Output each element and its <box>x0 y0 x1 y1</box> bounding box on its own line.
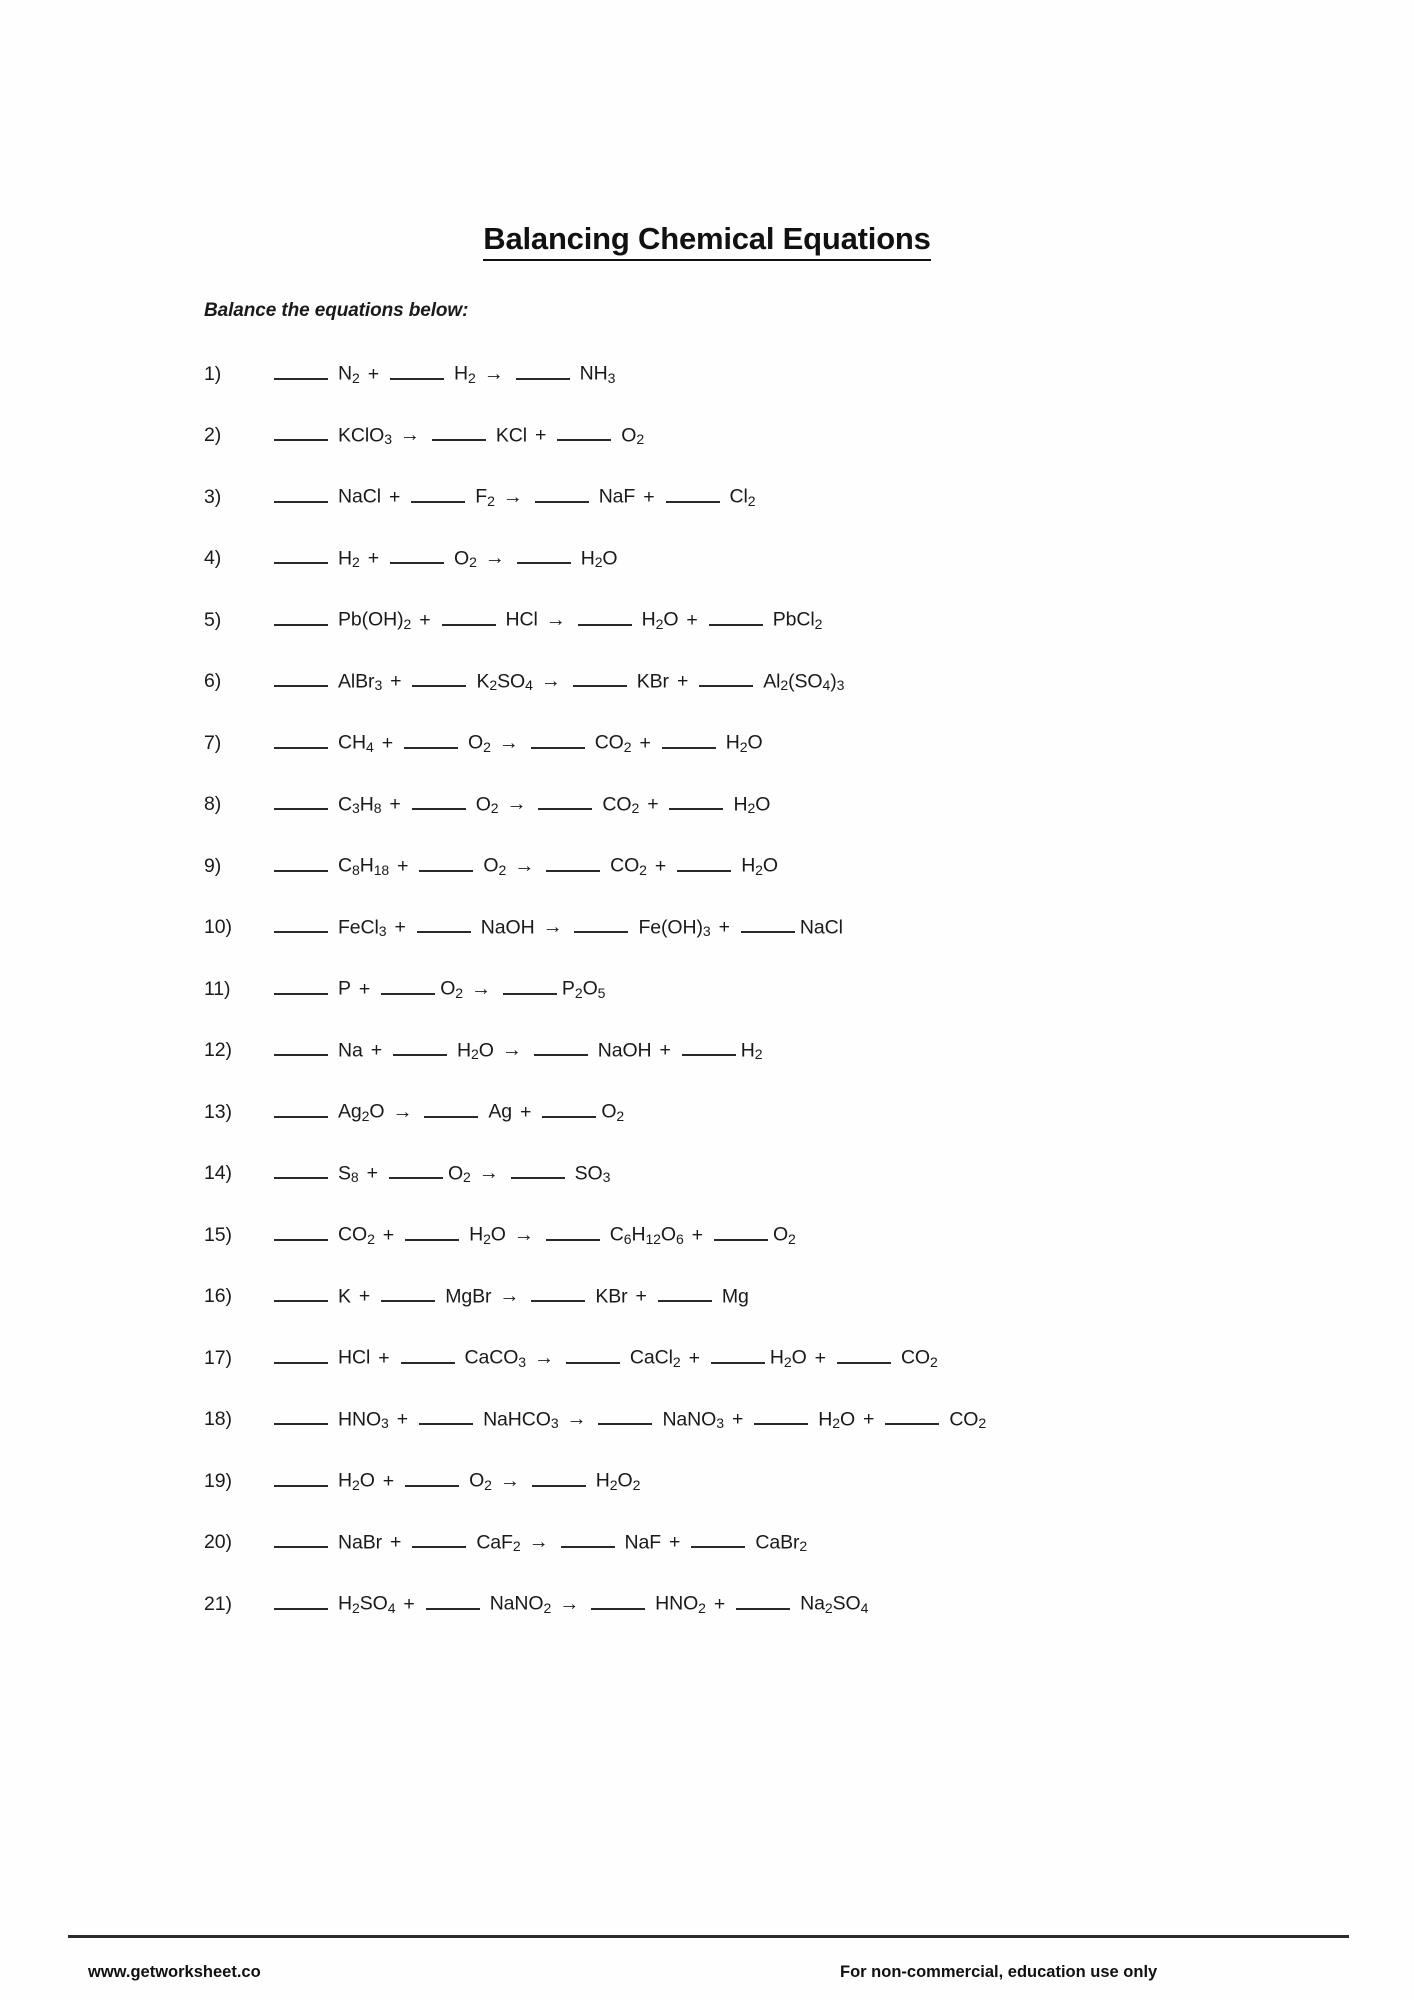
answer-blank[interactable] <box>532 1467 586 1487</box>
equation-number: 1) <box>204 362 222 385</box>
answer-blank[interactable] <box>412 668 466 688</box>
answer-blank[interactable] <box>658 1283 712 1303</box>
equation-expression: AlBr$_3$ + $K_2SO_4$ → KBr + $Al_2(SO_4)_3$ <box>272 668 1324 694</box>
equation-row <box>204 729 1324 791</box>
equation-number: 8) <box>204 793 222 816</box>
answer-blank[interactable] <box>274 1098 328 1118</box>
equation-number: 12) <box>204 1039 232 1062</box>
answer-blank[interactable] <box>837 1344 891 1364</box>
equation-expression: $CO_2 + H_2O \to C_6H_{12}O_6 + O_2$ <box>272 1221 1324 1247</box>
answer-blank[interactable] <box>274 1037 328 1057</box>
answer-blank[interactable] <box>503 975 557 995</box>
answer-blank[interactable] <box>426 1590 480 1610</box>
equation-number: 14) <box>204 1162 232 1185</box>
equation-row <box>204 975 1324 1037</box>
answer-blank[interactable] <box>542 1098 596 1118</box>
equation-row <box>204 914 1324 976</box>
equation-number: 7) <box>204 731 222 754</box>
equation-number: 11) <box>204 977 231 1000</box>
equation-expression: $HNO_3$ + NaHCO$_3$ → NaNO$_3$ + $H_2O + CO_2$ <box>272 1406 1324 1432</box>
answer-blank[interactable] <box>419 1406 473 1426</box>
equation-number: 4) <box>204 547 222 570</box>
answer-blank[interactable] <box>736 1590 790 1610</box>
equation-row <box>204 1037 1324 1099</box>
equation-expression: KClO$_3$ → KCl + $O_2$ <box>272 422 1324 448</box>
answer-blank[interactable] <box>389 1160 443 1180</box>
equation-number: 13) <box>204 1100 232 1123</box>
answer-blank[interactable] <box>538 791 592 811</box>
equation-number: 3) <box>204 485 222 508</box>
answer-blank[interactable] <box>274 975 328 995</box>
answer-blank[interactable] <box>274 360 328 380</box>
equation-row <box>204 1406 1324 1468</box>
equation-expression: $Ag_2O \to Ag + O_2$ <box>272 1098 1324 1124</box>
equation-row <box>204 668 1324 730</box>
answer-blank[interactable] <box>546 1221 600 1241</box>
equation-number: 10) <box>204 916 232 939</box>
answer-blank[interactable] <box>274 545 328 565</box>
equation-expression: HCl + CaCO$_3$ → CaCl$_2$ + $H_2O + CO_2$ <box>272 1344 1324 1370</box>
equation-row <box>204 1160 1324 1222</box>
answer-blank[interactable] <box>274 852 328 872</box>
answer-blank[interactable] <box>591 1590 645 1610</box>
answer-blank[interactable] <box>274 1283 328 1303</box>
answer-blank[interactable] <box>274 1344 328 1364</box>
answer-blank[interactable] <box>598 1406 652 1426</box>
answer-blank[interactable] <box>274 791 328 811</box>
answer-blank[interactable] <box>566 1344 620 1364</box>
equation-expression: $C_3H_8 + O_2 \to CO_2 + H_2O$ <box>272 791 1324 817</box>
equation-expression: $H_2O + O_2 \to H_2O_2$ <box>272 1467 1324 1493</box>
answer-blank[interactable] <box>885 1406 939 1426</box>
equation-number: 21) <box>204 1592 232 1615</box>
answer-blank[interactable] <box>662 729 716 749</box>
answer-blank[interactable] <box>574 914 628 934</box>
answer-blank[interactable] <box>711 1344 765 1364</box>
equation-row <box>204 1221 1324 1283</box>
equation-expression: FeCl$_3$ + NaOH → $Fe(OH)_3$ + NaCl <box>272 914 1324 940</box>
answer-blank[interactable] <box>405 1221 459 1241</box>
equation-expression: $C_8H_{18} + O_2 \to CO_2 + H_2O$ <box>272 852 1324 878</box>
answer-blank[interactable] <box>682 1037 736 1057</box>
equation-expression: $Pb(OH)_2$ + HCl → $H_2O$ + PbCl$_2$ <box>272 606 1324 632</box>
footer-usage-notice: For non-commercial, education use only <box>840 1963 1158 1981</box>
answer-blank[interactable] <box>274 1160 328 1180</box>
answer-blank[interactable] <box>274 914 328 934</box>
answer-blank[interactable] <box>511 1160 565 1180</box>
answer-blank[interactable] <box>390 545 444 565</box>
answer-blank[interactable] <box>666 483 720 503</box>
equation-number: 9) <box>204 854 222 877</box>
answer-blank[interactable] <box>381 975 435 995</box>
answer-blank[interactable] <box>274 1221 328 1241</box>
equation-row <box>204 545 1324 607</box>
equation-number: 17) <box>204 1346 232 1369</box>
equation-expression: $H_2SO_4$ + NaNO$_2$ → $HNO_2 + Na_2SO_4$ <box>272 1590 1324 1616</box>
equation-number: 18) <box>204 1408 232 1431</box>
equation-expression: $S_8 + O_2 \to SO_3$ <box>272 1160 1324 1186</box>
equation-row <box>204 422 1324 484</box>
answer-blank[interactable] <box>274 1406 328 1426</box>
equation-expression: $Na + H_2O$ → NaOH + $H_2$ <box>272 1037 1324 1063</box>
page-title-container <box>0 222 1414 261</box>
answer-blank[interactable] <box>432 422 486 442</box>
answer-blank[interactable] <box>699 668 753 688</box>
answer-blank[interactable] <box>419 852 473 872</box>
answer-blank[interactable] <box>274 606 328 626</box>
page-title: Balancing Chemical Equations <box>483 222 930 261</box>
equation-expression: NaBr + CaF$_2$ → NaF + CaBr$_2$ <box>272 1529 1324 1555</box>
answer-blank[interactable] <box>531 1283 585 1303</box>
answer-blank[interactable] <box>573 668 627 688</box>
answer-blank[interactable] <box>534 1037 588 1057</box>
equation-number: 2) <box>204 424 222 447</box>
answer-blank[interactable] <box>442 606 496 626</box>
answer-blank[interactable] <box>417 914 471 934</box>
equation-row <box>204 606 1324 668</box>
answer-blank[interactable] <box>714 1221 768 1241</box>
equation-row <box>204 1529 1324 1591</box>
answer-blank[interactable] <box>401 1344 455 1364</box>
footer-divider <box>68 1935 1349 1938</box>
answer-blank[interactable] <box>424 1098 478 1118</box>
equation-row <box>204 360 1324 422</box>
answer-blank[interactable] <box>691 1529 745 1549</box>
answer-blank[interactable] <box>754 1406 808 1426</box>
answer-blank[interactable] <box>516 360 570 380</box>
equation-list <box>204 360 1324 1652</box>
answer-blank[interactable] <box>517 545 571 565</box>
equation-row <box>204 1344 1324 1406</box>
equation-number: 19) <box>204 1469 232 1492</box>
answer-blank[interactable] <box>274 422 328 442</box>
equation-row <box>204 1283 1324 1345</box>
answer-blank[interactable] <box>274 483 328 503</box>
equation-row <box>204 483 1324 545</box>
answer-blank[interactable] <box>546 852 600 872</box>
answer-blank[interactable] <box>274 668 328 688</box>
answer-blank[interactable] <box>741 914 795 934</box>
answer-blank[interactable] <box>274 1590 328 1610</box>
answer-blank[interactable] <box>381 1283 435 1303</box>
answer-blank[interactable] <box>411 483 465 503</box>
answer-blank[interactable] <box>535 483 589 503</box>
equation-expression: K + MgBr → KBr + Mg <box>272 1283 1324 1309</box>
answer-blank[interactable] <box>274 729 328 749</box>
equation-expression: NaCl + $F_2$ → NaF + $Cl_2$ <box>272 483 1324 509</box>
equation-expression: $N_2 + H_2 \to NH_3$ <box>272 360 1324 386</box>
answer-blank[interactable] <box>557 422 611 442</box>
answer-blank[interactable] <box>709 606 763 626</box>
answer-blank[interactable] <box>578 606 632 626</box>
answer-blank[interactable] <box>274 1529 328 1549</box>
answer-blank[interactable] <box>405 1467 459 1487</box>
equation-number: 6) <box>204 670 222 693</box>
footer-website: www.getworksheet.co <box>88 1963 261 1981</box>
equation-row <box>204 1467 1324 1529</box>
equation-row <box>204 1590 1324 1652</box>
answer-blank[interactable] <box>531 729 585 749</box>
answer-blank[interactable] <box>393 1037 447 1057</box>
answer-blank[interactable] <box>404 729 458 749</box>
equation-expression: $P + O_2 \to P_2O_5$ <box>272 975 1324 1001</box>
answer-blank[interactable] <box>561 1529 615 1549</box>
answer-blank[interactable] <box>274 1467 328 1487</box>
answer-blank[interactable] <box>390 360 444 380</box>
equation-number: 20) <box>204 1531 232 1554</box>
equation-row <box>204 791 1324 853</box>
answer-blank[interactable] <box>677 852 731 872</box>
answer-blank[interactable] <box>669 791 723 811</box>
equation-expression: $H_2 + O_2 \to H_2O$ <box>272 545 1324 571</box>
answer-blank[interactable] <box>412 1529 466 1549</box>
equation-number: 15) <box>204 1223 232 1246</box>
equation-number: 5) <box>204 608 222 631</box>
equation-number: 16) <box>204 1285 232 1308</box>
equation-row <box>204 852 1324 914</box>
equation-row <box>204 1098 1324 1160</box>
equation-expression: $CH_4 + O_2 \to CO_2 + H_2O$ <box>272 729 1324 755</box>
answer-blank[interactable] <box>412 791 466 811</box>
instruction-text: Balance the equations below: <box>204 300 469 321</box>
